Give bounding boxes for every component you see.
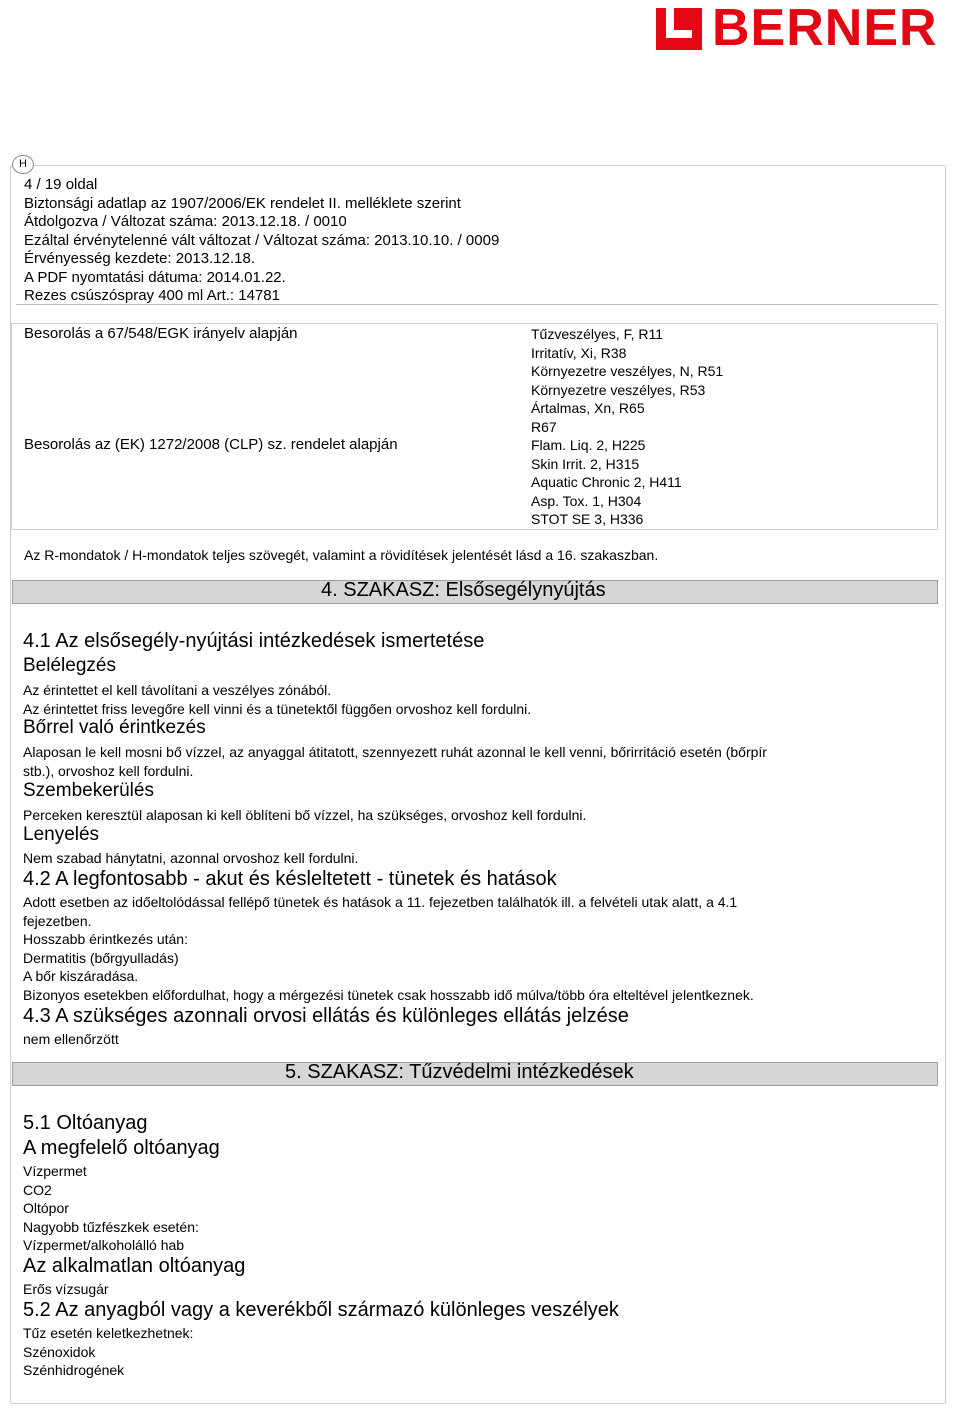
text-line: Adott esetben az időeltolódással fellépő tünetek és hatások a 11. fejezetben találhatók ill. a felvételi utak alatt, a 4.1 bbox=[23, 894, 738, 910]
section-5-title: 5. SZAKASZ: Tűzvédelmi intézkedések bbox=[285, 1061, 634, 1083]
section-5-2-title: 5.2 Az anyagból vagy a keverékből származó különleges veszélyek bbox=[23, 1299, 619, 1321]
clp-value: Skin Irrit. 2, H315 bbox=[531, 455, 640, 472]
list-item: Vízpermet bbox=[23, 1163, 87, 1179]
clp-value: Flam. Liq. 2, H225 bbox=[531, 437, 646, 453]
dsd-value: Tűzveszélyes, F, R11 bbox=[531, 326, 664, 342]
dsd-value: Környezetre veszélyes, N, R51 bbox=[531, 363, 724, 379]
text-line: A bőr kiszáradása. bbox=[23, 968, 139, 984]
superseded-version-line: Ezáltal érvénytelenné vált változat / Változat száma: 2013.10.10. / 0009 bbox=[24, 231, 500, 249]
text-line: Alaposan le kell mosni bő vízzel, az anyaggal átitatott, szennyezett ruhát azonnal le kell venni, bőrirritáció esetén (bőrpír bbox=[23, 744, 767, 760]
list-item: Szénoxidok bbox=[23, 1343, 96, 1360]
classification-table bbox=[11, 323, 938, 530]
header-divider bbox=[16, 304, 938, 305]
revision-line: Átdolgozva / Változat száma: 2013.12.18. / 0010 bbox=[24, 213, 347, 230]
inhalation-text bbox=[23, 681, 531, 718]
list-item: Erős vízsugár bbox=[23, 1281, 109, 1297]
clp-value: Aquatic Chronic 2, H411 bbox=[531, 474, 682, 490]
text-line: nem ellenőrzött bbox=[23, 1031, 119, 1047]
clp-value: Asp. Tox. 1, H304 bbox=[531, 492, 642, 509]
clp-classification-label: Besorolás az (EK) 1272/2008 (CLP) sz. rendelet alapján bbox=[24, 436, 398, 453]
valid-from-line: Érvényesség kezdete: 2013.12.18. bbox=[24, 250, 255, 267]
print-date-line: A PDF nyomtatási dátuma: 2014.01.22. bbox=[24, 268, 286, 286]
text-line: Az érintettet friss levegőre kell vinni és a tünetektől függően orvoshoz kell fordulni. bbox=[23, 700, 532, 717]
dsd-value: Irritatív, Xi, R38 bbox=[531, 344, 627, 361]
text-line: Nem szabad hánytatni, azonnal orvoshoz kell fordulni. bbox=[23, 850, 359, 866]
classification-values bbox=[531, 325, 723, 529]
text-line: Bizonyos esetekben előfordulhat, hogy a mérgezési tünetek csak hosszabb idő múlva/több óra elteltével jelentkeznek. bbox=[23, 986, 754, 1003]
text-line: Perceken keresztül alaposan ki kell öblíteni bő vízzel, ha szükséges, orvoshoz kell fordulni. bbox=[23, 807, 587, 823]
list-item: Tűz esetén keletkezhetnek: bbox=[23, 1325, 194, 1341]
dsd-value: Ártalmas, Xn, R65 bbox=[531, 400, 645, 416]
text-line: Hosszabb érintkezés után: bbox=[23, 931, 188, 947]
section-5-header bbox=[12, 1062, 938, 1086]
list-item: Oltópor bbox=[23, 1200, 69, 1216]
section-5-2-text bbox=[23, 1324, 193, 1380]
section-5-1-title: 5.1 Oltóanyag bbox=[23, 1112, 148, 1134]
suitable-media-list bbox=[23, 1162, 199, 1255]
list-item: Szénhidrogének bbox=[23, 1362, 125, 1378]
section-4-2-title: 4.2 A legfontosabb - akut és késleltetett - tünetek és hatások bbox=[23, 868, 557, 890]
text-line: Dermatitis (bőrgyulladás) bbox=[23, 949, 179, 966]
section-4-header bbox=[12, 580, 938, 604]
inhalation-heading: Belélegzés bbox=[23, 655, 116, 676]
text-line: Az érintettet el kell távolítani a veszélyes zónából. bbox=[23, 682, 332, 698]
dsd-classification-label: Besorolás a 67/548/EGK irányelv alapján bbox=[24, 325, 298, 342]
dsd-value: R67 bbox=[531, 418, 557, 435]
eye-contact-text bbox=[23, 806, 586, 825]
berner-logo-mark-icon bbox=[656, 8, 702, 50]
suitable-media-heading: A megfelelő oltóanyag bbox=[23, 1137, 220, 1159]
list-item: Vízpermet/alkoholálló hab bbox=[23, 1237, 185, 1253]
page-number: 4 / 19 oldal bbox=[24, 176, 98, 193]
section-4-3-title: 4.3 A szükséges azonnali orvosi ellátás és különleges ellátás jelzése bbox=[23, 1005, 629, 1027]
clp-value: STOT SE 3, H336 bbox=[531, 511, 644, 527]
list-item: CO2 bbox=[23, 1181, 52, 1198]
unsuitable-media-heading: Az alkalmatlan oltóanyag bbox=[23, 1255, 246, 1277]
skin-contact-text bbox=[23, 743, 767, 780]
product-name-line: Rezes csúszóspray 400 ml Art.: 14781 bbox=[24, 287, 280, 304]
document-type: Biztonsági adatlap az 1907/2006/EK rendelet II. melléklete szerint bbox=[24, 194, 461, 212]
berner-logo-text: BERNER bbox=[712, 0, 938, 57]
language-badge: H bbox=[12, 155, 34, 174]
skin-contact-heading: Bőrrel való érintkezés bbox=[23, 717, 206, 738]
document-header bbox=[24, 176, 499, 306]
text-line: stb.), orvoshoz kell fordulni. bbox=[23, 762, 194, 779]
text-line: fejezetben. bbox=[23, 912, 92, 929]
section-4-1-title: 4.1 Az elsősegély-nyújtási intézkedések ismertetése bbox=[23, 630, 485, 652]
section-4-title: 4. SZAKASZ: Elsősegélynyújtás bbox=[321, 579, 606, 601]
section-4-3-text bbox=[23, 1030, 119, 1049]
list-item: Nagyobb tűzfészkek esetén: bbox=[23, 1218, 199, 1235]
dsd-value: Környezetre veszélyes, R53 bbox=[531, 381, 706, 398]
eye-contact-heading: Szembekerülés bbox=[23, 780, 154, 801]
classification-note: Az R-mondatok / H-mondatok teljes szövegét, valamint a rövidítések jelentését lásd a 16. szakaszban. bbox=[24, 547, 659, 563]
berner-logo bbox=[656, 0, 956, 57]
ingestion-heading: Lenyelés bbox=[23, 824, 100, 845]
ingestion-text bbox=[23, 849, 358, 868]
unsuitable-media-list bbox=[23, 1280, 109, 1299]
section-4-2-text bbox=[23, 893, 754, 1004]
